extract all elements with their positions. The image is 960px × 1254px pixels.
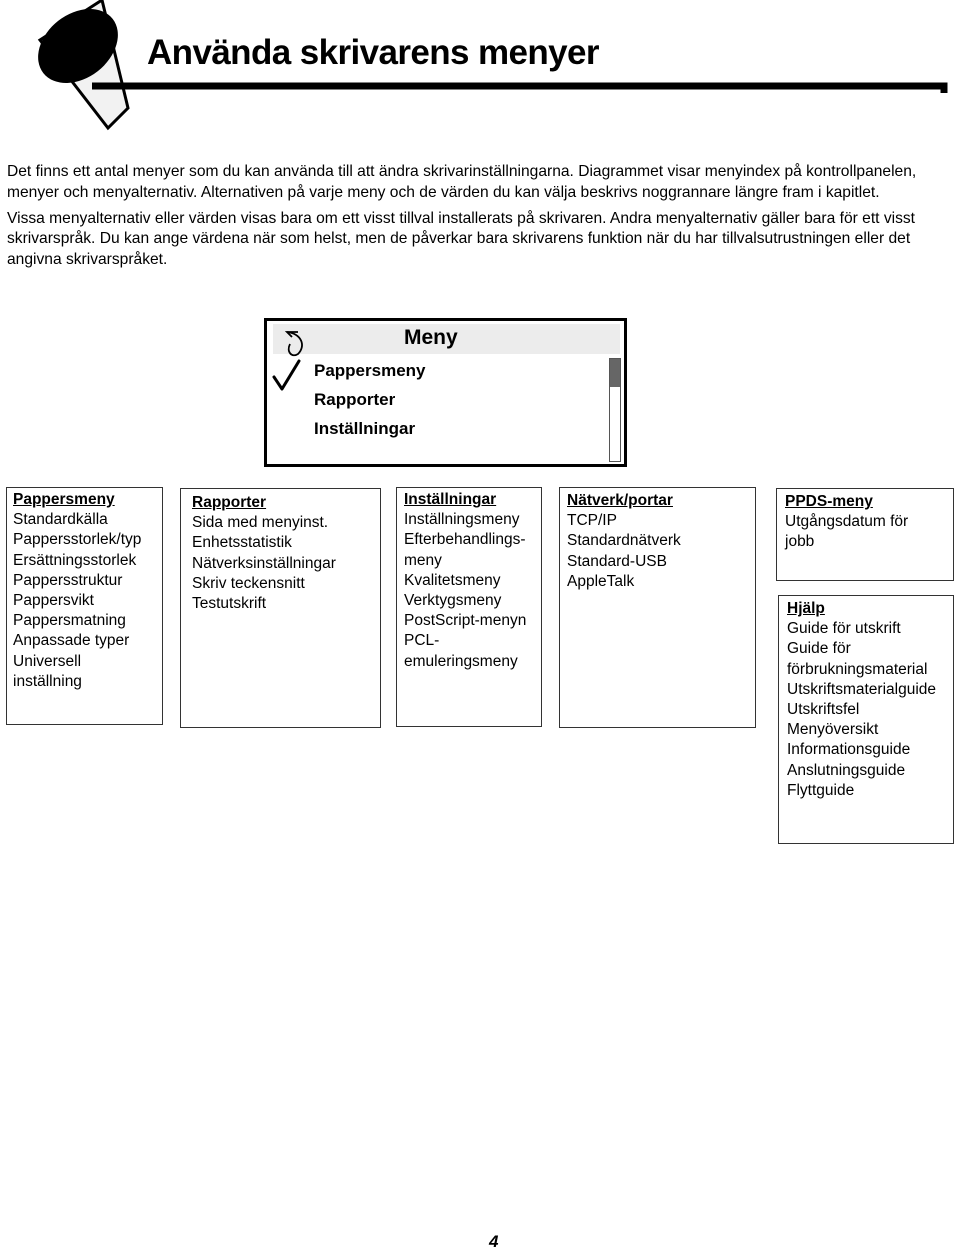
menu-item: inställning [13,672,82,690]
menu-box-rapporter [180,488,381,728]
menu-heading[interactable]: Inställningar [404,491,497,508]
menu-item: TCP/IP [567,512,617,530]
menu-item: Testutskrift [192,595,267,613]
menu-box-installningar [396,487,542,727]
checkmark-icon[interactable] [271,359,303,398]
menu-heading[interactable]: Nätverk/portar [567,492,673,509]
menu-heading[interactable]: Pappersmeny [13,491,115,508]
menu-item: Guide för [787,640,851,658]
panel-scrollbar[interactable] [609,358,621,462]
menu-item: Flyttguide [787,781,855,799]
menu-item: Anpassade typer [13,632,130,650]
menu-item: Standard-USB [567,552,667,570]
panel-item-pappersmeny[interactable]: Pappersmeny [314,361,426,380]
intro-paragraph-1: Det finns ett antal menyer som du kan använda till att ändra skrivarinställningarna. Diagrammet visar menyindex på kontrollpanelen, menyer och menyalternativ. Alternativen på varje meny och de värden du kan välja beskrivs noggrannare längre fram i kapitlet. [7,163,917,201]
menu-item: Kvalitetsmeny [404,571,501,589]
intro-paragraph-2: Vissa menyalternativ eller värden visas bara om ett visst tillval installerats på skrivaren. Andra menyalternativ gäller bara för ett visst skrivarspråk. Du kan ange värdena när som helst, men de påverkar bara skrivarens funktion när du har tillvalsutrustningen eller det angivna skrivarspråket. [7,209,916,269]
menu-item: Pappersvikt [13,592,94,610]
menu-item: AppleTalk [567,572,635,590]
menu-item: förbrukningsmaterial [787,660,928,678]
menu-box-hjalp [778,595,954,844]
menu-heading[interactable]: PPDS-meny [785,493,873,510]
chapter-header [0,0,960,140]
panel-titlebar [273,324,620,354]
menu-item: Informationsguide [787,741,911,759]
control-panel-display [264,318,627,467]
menu-item: PostScript-menyn [404,612,527,630]
back-arrow-icon[interactable] [282,328,308,363]
menu-heading[interactable]: Rapporter [192,494,267,511]
menu-item: emuleringsmeny [404,652,518,670]
menu-item: Enhetsstatistik [192,534,292,552]
menu-box-natverk-portar [559,487,756,728]
menu-item: Standardkälla [13,511,108,529]
menu-item: Anslutningsguide [787,761,906,779]
menu-item: meny [404,551,442,569]
menu-item: Pappersstruktur [13,571,123,589]
menu-item: Inställningsmeny [404,511,520,529]
menu-item: Sida med menyinst. [192,514,329,532]
menu-item: Ersättningsstorlek [13,551,137,569]
menu-item: PCL- [404,632,440,650]
menu-item: Pappersmatning [13,612,126,630]
menu-item: Menyöversikt [787,721,879,739]
menu-box-ppds [776,488,954,581]
menu-item: Skriv teckensnitt [192,574,305,592]
menu-heading[interactable]: Hjälp [787,600,825,617]
chapter-title: Använda skrivarens menyer [147,33,599,72]
menu-item: Utgångsdatum för [785,513,909,531]
scrollbar-thumb[interactable] [610,359,620,387]
menu-item: Pappersstorlek/typ [13,531,142,549]
menu-item: Efterbehandlings- [404,531,526,549]
menu-item: Standardnätverk [567,532,681,550]
menu-item: Utskriftsmaterialguide [787,680,937,698]
page-number: 4 [489,1232,499,1251]
menu-box-pappersmeny [6,487,163,725]
menu-item: Verktygsmeny [404,592,502,610]
menu-item: Guide för utskrift [787,620,901,638]
intro-text [7,162,955,276]
menu-item: Nätverksinställningar [192,554,336,572]
panel-item-rapporter[interactable]: Rapporter [314,390,396,409]
menu-item: Universell [13,652,82,670]
panel-title: Meny [404,326,458,349]
menu-item: Utskriftsfel [787,701,860,719]
panel-item-installningar[interactable]: Inställningar [314,419,416,438]
menu-item: jobb [785,533,815,551]
